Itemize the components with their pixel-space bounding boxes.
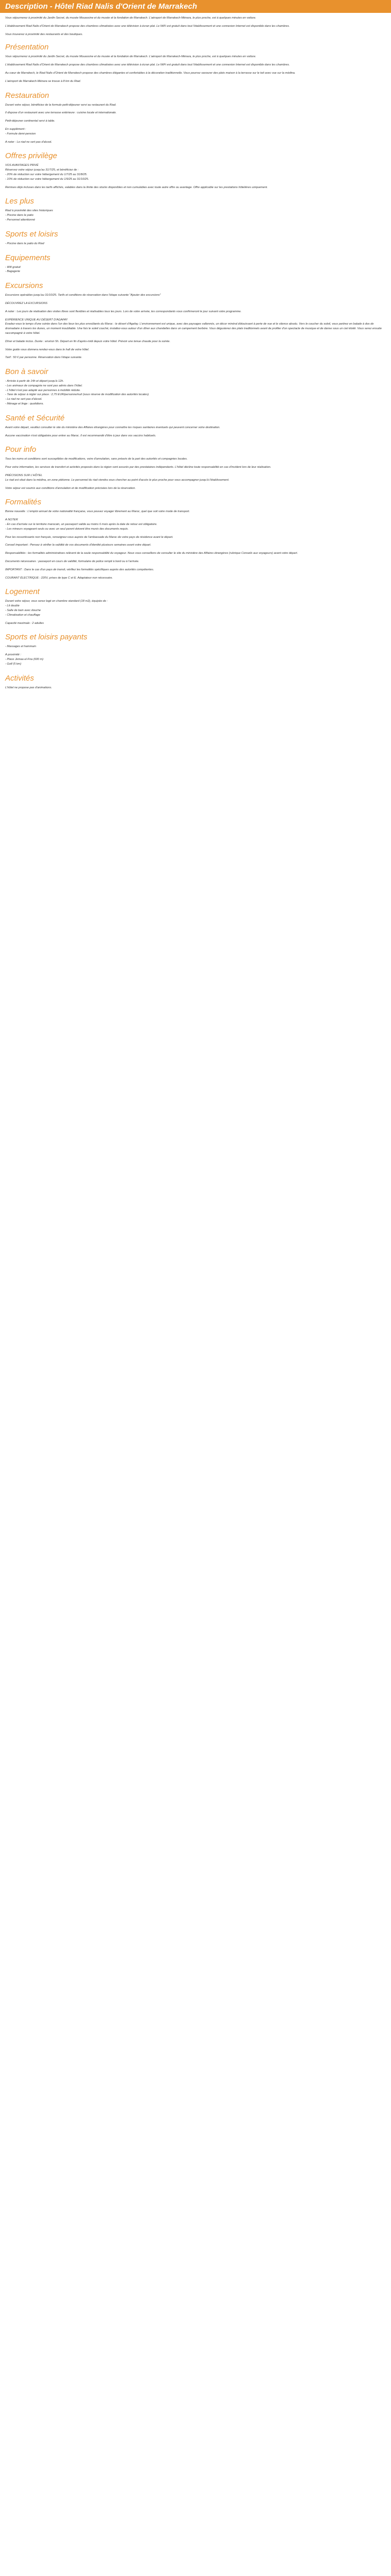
section-paragraph: Aucune vaccination n'est obligatoire pour entrer au Maroc. Il est recommandé d'être à jour dans vos vaccins habituels. (5, 434, 156, 437)
section-title: Bon à savoir (5, 367, 48, 377)
section-title: Equipements (5, 253, 51, 262)
section-paragraph: COURANT ÉLECTRIQUE : 220V, prises de type C et E. Adaptateur non nécessaire. (5, 576, 113, 580)
section-title: Pour info (5, 445, 37, 454)
section-paragraph: Tous les noms et conditions sont susceptibles de modifications, voire d'annulation, sans préavis de la part des autorités et compagnies locales. (5, 457, 188, 461)
section-title: Les plus (5, 197, 34, 206)
section-paragraph: A noter : Le riad ne sert pas d'alcool. (5, 140, 52, 144)
section-paragraph: - Arrivée à partir de 14h et départ jusqu'à 12h. - Les animaux de compagnie ne sont pas admis dans l'hôtel. - L'hôtel n'est pas adapté aux personnes à mobilité réduite. - Taxe de séjour à régler sur place : 2,75 EUR/personne/nuit (sous réserve de modification des autorités locales). - Le riad ne sert pas d'alcool. - Ménage et linge : quotidiens. (5, 380, 150, 406)
section-paragraph: Votre guide vous donnera rendez-vous dans le hall de votre hôtel. (5, 348, 90, 351)
section (5, 367, 386, 406)
section-paragraph: VOS AVANTAGES PRIVÉ Réservez votre séjour jusqu'au 31/7/25, et bénéficiez de : - 20% de réduction sur votre hébergement du 1/7/25 au 31/8/25. - 10% de réduction sur votre hébergement du 1/9/25 au 31/10/25. (5, 164, 89, 181)
section-paragraph: L'aéroport de Marrakech-Ménara se trouve à 8 km du Riad. (5, 79, 81, 83)
section-paragraph: Excursions opérables jusqu'au 31/10/25. Tarifs et conditions de réservation dans l'étape suivante "Ajouter des excursions" (5, 294, 161, 297)
section-title: Restauration (5, 91, 50, 100)
section-paragraph: - Massages et hammam (5, 645, 36, 649)
section-paragraph: Durant votre séjour, vous serez logé en chambre standard (18 m2), équipée de : - Lit double - Salle de bain avec douche - Climatisation et chauffage (5, 600, 108, 617)
section-title: Santé et Sécurité (5, 413, 65, 422)
section-title: Sports et loisirs payants (5, 633, 88, 642)
section-paragraph: Documents nécessaires : passeport en cours de validité, formulaire de police rempli à bord ou à l'arrivée. (5, 560, 139, 564)
section-paragraph: A proximité : - Place Jemaa el-Fna (600 m) - Golf (5 km) (5, 653, 43, 666)
section-paragraph: Responsabilités : les formalités administratives relèvent de la seule responsabilité du voyageur. Nous vous conseillons de consulter le site du ministère des Affaires étrangères (rubrique Conseils aux voyageurs) avant votre départ. (5, 552, 298, 555)
section (5, 498, 386, 580)
section-paragraph: Au cœur de Marrakech, le Riad Nalis d'Orient de Marrakech propose des chambres élégantes et confortables à la décoration traditionnelle. Vous pourrez savourer des plats maison à la terrasse sur le toit avec vue sur la médina. (5, 71, 296, 75)
section-paragraph: DÉCOUVREZ LA EXCURSIONS (5, 301, 47, 305)
content (0, 16, 391, 690)
section-paragraph: A NOTER - En cas d'arrivée sur le territoire marocain, un passeport valide au moins 6 mois après la date de retour est obligatoire. - Les mineurs voyageant seuls ou avec un seul parent doivent être munis des documents requis. (5, 518, 157, 531)
section-paragraph: Remises déjà incluses dans les tarifs affichés, valables dans la limite des stocks disponibles et non cumulables avec toute autre offre ou avantage. Offre applicable sur les prestations hôtelières uniquement. (5, 185, 268, 189)
section-paragraph: Dîner et balade inclus. Durée : environ 5h. Départ en fin d'après-midi depuis votre hôtel. Prévoir une tenue chaude pour la soirée. (5, 340, 171, 343)
section (5, 253, 386, 275)
intro-paragraph: L'établissement Riad Nalis d'Orient de Marrakech propose des chambres climatisées avec une télévision à écran plat. Le WiFi est gratuit dans tout l'établissement et une connexion Internet est disponible dans les chambres. (5, 24, 290, 28)
section-title: Offres privilège (5, 151, 57, 161)
intro-paragraph: Vous séjournerez à proximité du Jardin Secret, du musée Mouassine et du musée et la fondation de Marrakech. L'aéroport de Marrakech-Ménara, le plus proche, est à quelques minutes en voiture. (5, 16, 256, 20)
section-title: Excursions (5, 281, 43, 291)
section-paragraph: Capacité maximale : 2 adultes (5, 621, 44, 625)
section (5, 281, 386, 360)
section (5, 674, 386, 690)
section (5, 633, 386, 666)
section-paragraph: IMPORTANT : Dans le cas d'un pays de transit, vérifiez les formalités spécifiques auprès des autorités compétentes. (5, 568, 154, 571)
section (5, 587, 386, 625)
page (0, 0, 391, 690)
section-paragraph: L'établissement Riad Nalis d'Orient de Marrakech propose des chambres climatisées avec une télévision à écran plat. Le WiFi est gratuit dans tout l'établissement et une connexion Internet est disponible dans les chambres. (5, 63, 290, 67)
section-paragraph: Bonne nouvelle : L'emploi annuel de votre nationalité française, vous pouvez voyager librement au Maroc, quel que soit votre mode de transport. (5, 510, 190, 514)
section-paragraph: Durant votre séjour, bénéficiez de la formule petit-déjeuner servi au restaurant du Riad. (5, 103, 117, 107)
section-paragraph: L'hôtel ne propose pas d'animations. (5, 686, 52, 689)
section-paragraph: Petit-déjeuner continental servi à table. (5, 120, 55, 123)
section-paragraph: EXPÉRIENCE UNIQUE AU DÉSERT D'AGAFAY Evadez-vous le temps d'une soirée dans l'un des lieux les plus envoûtants du Maroc : le désert d'Agafay. L'environnement est unique, avec des paysages vallonnés, un décor minéral éblouissant à perte de vue et le silence absolu. Vers le coucher du soleil, vous partirez en balade à dos de dromadaire à travers les dunes, un moment inoubliable. Une fois le soleil couché, installez-vous autour d'un dîner aux chandelles dans un campement berbère. Vous dégusterez des plats traditionnels avant de profiter d'un spectacle de musique et de danse sous un ciel étoilé. Vous serez ensuite raccompagné à votre hôtel. (5, 318, 382, 335)
section-title: Sports et loisirs (5, 229, 58, 239)
section (5, 91, 386, 145)
section-title: Logement (5, 587, 40, 597)
section-paragraph: Conseil important : Pensez à vérifier la validité de vos documents d'identité plusieurs semaines avant votre départ. (5, 544, 152, 547)
section-paragraph: Avant votre départ, veuillez consulter le site du ministère des Affaires étrangères pour connaître les risques sanitaires éventuels qui peuvent concerner votre destination. (5, 426, 220, 429)
section-paragraph: Pour les ressortissants non français, renseignez-vous auprès de l'ambassade du Maroc de votre pays de résidence avant le départ. (5, 535, 173, 539)
section-paragraph: Votre séjour est soumis aux conditions d'annulation et de modification précisées lors de la réservation. (5, 486, 136, 490)
section-paragraph: Vous séjournerez à proximité du Jardin Secret, du musée Mouassine et du musée et la fondation de Marrakech. L'aéroport de Marrakech-Ménara, le plus proche, est à quelques minutes en voiture. (5, 55, 256, 59)
section-paragraph: Pour votre information, les services de transfert et activités proposés dans la région sont assurés par des prestataires indépendants. L'hôtel décline toute responsabilité en cas d'incident lors de leur réalisation. (5, 466, 271, 469)
section-paragraph: En supplément : - Formule demi-pension (5, 127, 36, 135)
section-paragraph: PRÉCISIONS SUR L'HÔTEL Le riad est situé dans la médina, en zone piétonne. Le personnel du riad viendra vous chercher au point d'accès le plus proche pour vous accompagner jusqu'à l'établissement. (5, 474, 230, 482)
section (5, 151, 386, 190)
section-paragraph: Tarif : 50 € par personne. Réservation dans l'étape suivante. (5, 356, 83, 360)
intro-paragraph: Vous trouverez à proximité des restaurants et des boutiques. (5, 32, 83, 36)
section-paragraph: A noter : Les jours de réalisation des visites libres sont flexibles et réalisables tous les jours. Lors de votre arrivée, les correspondants vous confirmeront le jour suivant votre programme. (5, 310, 242, 313)
section (5, 445, 386, 490)
section-paragraph: - Piscine dans le patio du Riad (5, 242, 44, 245)
section (5, 230, 386, 246)
section (5, 414, 386, 438)
section-paragraph: - Wifi gratuit - Bagagerie (5, 265, 21, 274)
section (5, 197, 386, 222)
section-title: Formalités (5, 498, 42, 507)
section-title: Activités (5, 673, 34, 683)
section-paragraph: Il dispose d'un restaurant avec une terrasse extérieure : cuisine locale et internationale. (5, 111, 117, 115)
section-title: Présentation (5, 43, 49, 52)
page-title: Description - Hôtel Riad Nalis d'Orient de Marrakech (0, 0, 391, 13)
section (5, 43, 386, 83)
section-paragraph: Riad à proximité des sites historiques - Piscine dans le patio - Personnel attentionné (5, 209, 53, 222)
